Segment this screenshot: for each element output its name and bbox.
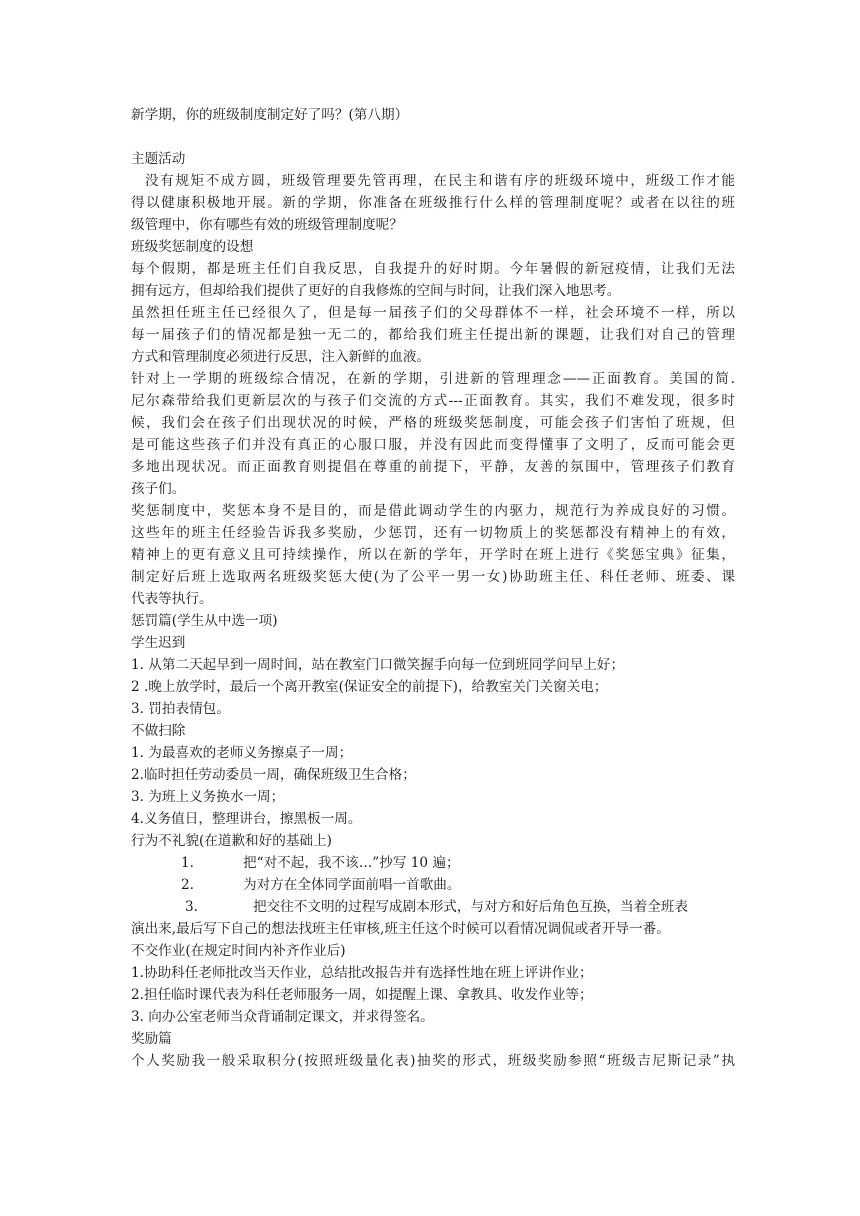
list-text: 为对方在全体同学面前唱一首歌曲。: [243, 877, 461, 893]
doc-title: 新学期，你的班级制度制定好了吗？(第八期）: [131, 107, 409, 123]
list-item: 1.协助科任老师批改当天作业，总结批改报告并有选择性地在班上评讲作业；: [131, 965, 593, 981]
paragraph-line: 精神上的更有意义且可持续操作，所以在新的学年，开学时在班上进行《奖惩宝典》征集，: [131, 547, 735, 563]
paragraph-line: 个人奖励我一般采取积分(按照班级量化表)抽奖的形式，班级奖励参照“班级吉尼斯记录”执: [131, 1053, 735, 1069]
paragraph-line: 方式和管理制度必须进行反思，注入新鲜的血液。: [131, 349, 431, 365]
list-item: 2.担任临时课代表为科任老师服务一周，如提醒上课、拿教具、收发作业等；: [131, 987, 593, 1003]
subheading-homework: 不交作业(在规定时间内补齐作业后): [131, 943, 346, 959]
paragraph-line: 拥有远方，但却给我们提供了更好的自我修炼的空间与时间，让我们深入地思考。: [131, 283, 621, 299]
paragraph-line: 孩子们。: [131, 481, 186, 497]
list-text: 把交往不文明的过程写成剧本形式，与对方和好后角色互换，当着全班表: [253, 899, 688, 915]
subheading-late: 学生迟到: [131, 635, 186, 651]
subheading-no-cleaning: 不做扫除: [131, 723, 186, 739]
intro-line: 得以健康积极地开展。新的学期，你准备在班级推行什么样的管理制度呢？或者在以往的班: [131, 195, 735, 211]
paragraph-line: 制定好后班上选取两名班级奖惩大使(为了公平一男一女)协助班主任、科任老师、班委、课: [131, 569, 735, 585]
paragraph-line: 代表等执行。: [131, 591, 213, 607]
paragraph-line: 每个假期，都是班主任们自我反思，自我提升的好时期。今年暑假的新冠疫情，让我们无法: [131, 261, 735, 277]
paragraph-line: 每一届孩子们的情况都是独一无二的，都给我们班主任提出新的课题，让我们对自己的管理: [131, 327, 735, 343]
list-number: 3.: [185, 899, 198, 915]
document-body: [131, 104, 735, 1072]
paragraph-line: 多地出现状况。而正面教育则提倡在尊重的前提下，平静，友善的氛围中，管理孩子们教育: [131, 459, 735, 475]
paragraph-line: 是可能这些孩子们并没有真正的心服口服，并没有因此而变得懂事了文明了，反而可能会更: [131, 437, 735, 453]
list-item: 3. 为班上义务换水一周；: [131, 789, 285, 805]
subheading-rude: 行为不礼貌(在道歉和好的基础上): [131, 833, 332, 849]
list-item: [131, 896, 735, 918]
paragraph-line: 这些年的班主任经验告诉我多奖励，少惩罚，还有一切物质上的奖惩都没有精神上的有效，: [131, 525, 735, 541]
list-item: 3. 罚拍表情包。: [131, 701, 230, 717]
list-item: 2 .晚上放学时，最后一个离开教室(保证安全的前提下)，给教室关门关窗关电；: [131, 679, 608, 695]
list-item: 1. 为最喜欢的老师义务擦桌子一周；: [131, 745, 353, 761]
section-label: 主题活动: [131, 151, 186, 167]
paragraph-line: 尼尔森带给我们更新层次的与孩子们交流的方式---正面教育。其实，我们不难发现，很多时: [131, 393, 735, 409]
heading-reward: 奖励篇: [131, 1031, 172, 1047]
heading-punishment: 惩罚篇(学生从中选一项): [131, 613, 278, 629]
list-item: 2.临时担任劳动委员一周，确保班级卫生合格；: [131, 767, 416, 783]
heading-reward-system: 班级奖惩制度的设想: [131, 239, 254, 255]
list-item: 4.义务值日，整理讲台，擦黑板一周。: [131, 811, 362, 827]
list-item: 1. 从第二天起早到一周时间，站在教室门口微笑握手向每一位到班同学问早上好；: [131, 657, 625, 673]
paragraph-line: 候，我们会在孩子们出现状况的时候，严格的班级奖惩制度，可能会孩子们害怕了班规，但: [131, 415, 735, 431]
list-number: 1.: [181, 855, 194, 871]
list-number: 2.: [181, 877, 194, 893]
intro-line: 级管理中，你有哪些有效的班级管理制度呢？: [131, 217, 403, 233]
paragraph-line: 针对上一学期的班级综合情况，在新的学期，引进新的管理理念——正面教育。美国的简.: [131, 371, 735, 387]
intro-line: 没有规矩不成方圆，班级管理要先管再理，在民主和谐有序的班级环境中，班级工作才能: [145, 173, 735, 189]
list-item: [131, 874, 735, 896]
blank-line: [131, 126, 735, 148]
list-text: 把“对不起，我不该…”抄写 10 遍；: [243, 855, 460, 871]
list-item: 3. 向办公室老师当众背诵制定课文，并求得签名。: [131, 1009, 434, 1025]
list-item: [131, 852, 735, 874]
list-item-continuation: 演出来,最后写下自己的想法找班主任审核,班主任这个时候可以看情况调侃或者开导一番。: [131, 921, 670, 937]
paragraph-line: 虽然担任班主任已经很久了，但是每一届孩子们的父母群体不一样，社会环境不一样，所以: [131, 305, 735, 321]
paragraph-line: 奖惩制度中，奖惩本身不是目的，而是借此调动学生的内驱力，规范行为养成良好的习惯。: [131, 503, 735, 519]
